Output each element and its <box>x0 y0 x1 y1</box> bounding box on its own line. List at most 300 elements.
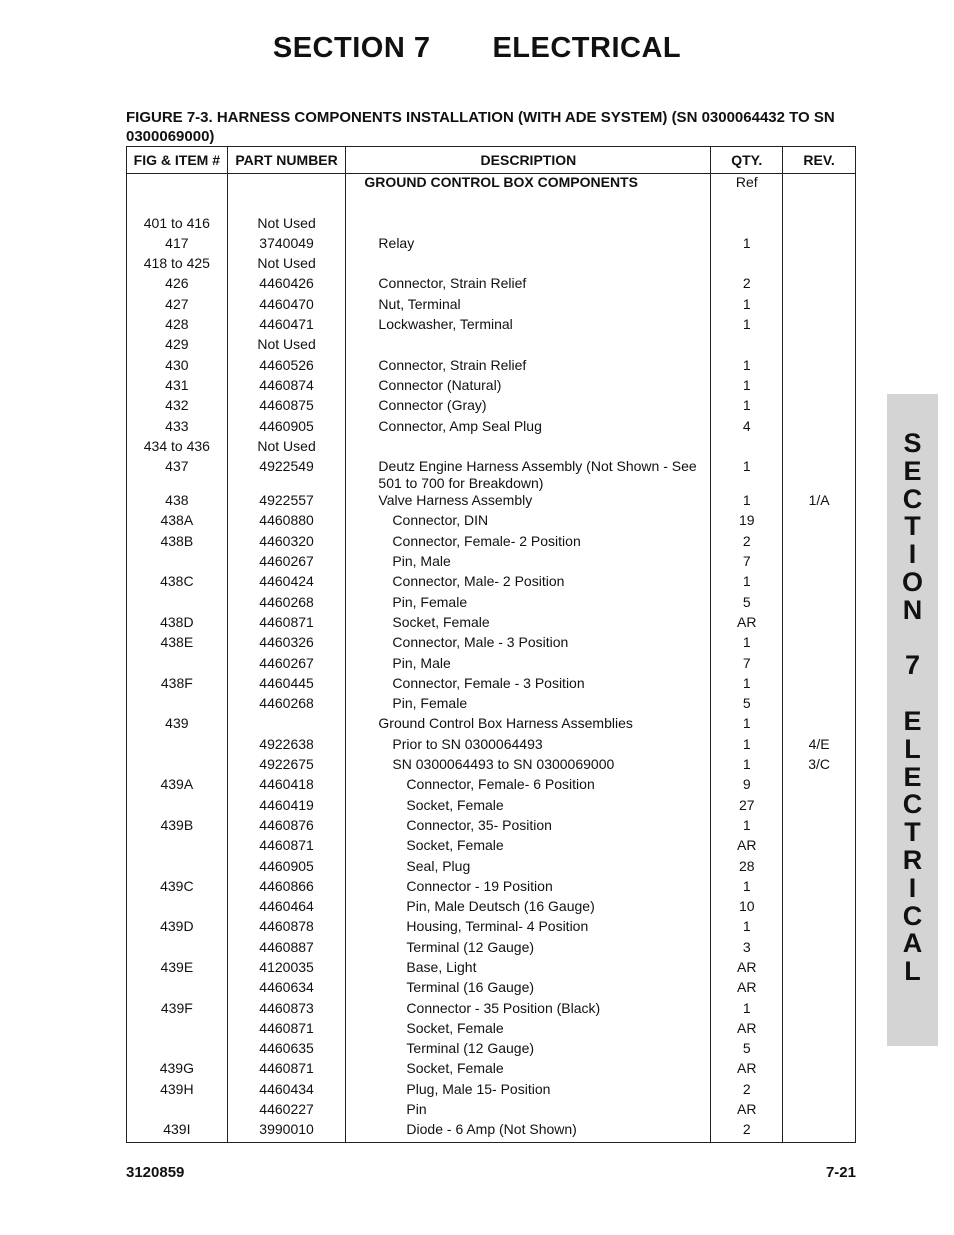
description-cell <box>346 194 711 214</box>
part-number-cell: 4922557 <box>227 492 346 512</box>
quantity-cell: 5 <box>711 594 783 614</box>
part-number-cell: 4922549 <box>227 458 346 492</box>
fig-item-cell: 429 <box>127 336 228 356</box>
description-text: Connector, Female- 6 Position <box>406 776 595 793</box>
fig-item-cell: 439 <box>127 715 228 735</box>
revision-cell <box>783 553 856 573</box>
fig-item-cell <box>127 736 228 756</box>
fig-item-cell: 438 <box>127 492 228 512</box>
description-cell <box>346 1040 711 1060</box>
table-row <box>127 438 856 458</box>
fig-item-cell: 439H <box>127 1081 228 1101</box>
description-cell <box>346 594 711 614</box>
quantity-cell: 1 <box>711 573 783 593</box>
fig-item-cell: 438C <box>127 573 228 593</box>
description-cell <box>346 255 711 275</box>
part-number-cell: 4460470 <box>227 296 346 316</box>
description-cell <box>346 756 711 776</box>
quantity-cell: 5 <box>711 1040 783 1060</box>
revision-cell <box>783 634 856 654</box>
revision-cell <box>783 194 856 214</box>
fig-item-cell <box>127 1040 228 1060</box>
revision-cell <box>783 418 856 438</box>
table-row <box>127 1020 856 1040</box>
description-cell <box>346 1081 711 1101</box>
description-cell <box>346 837 711 857</box>
part-number-cell: 4460267 <box>227 655 346 675</box>
fig-item-cell: 438F <box>127 675 228 695</box>
description-text: Housing, Terminal- 4 Position <box>406 918 589 935</box>
fig-item-cell <box>127 194 228 214</box>
table-row <box>127 979 856 999</box>
quantity-cell: 28 <box>711 858 783 878</box>
quantity-cell: 1 <box>711 756 783 776</box>
part-number-cell: 4460268 <box>227 594 346 614</box>
quantity-cell: 1 <box>711 817 783 837</box>
description-text: Socket, Female <box>406 796 504 813</box>
quantity-cell: 1 <box>711 296 783 316</box>
description-cell <box>346 817 711 837</box>
quantity-cell <box>711 215 783 235</box>
quantity-cell: Ref <box>711 174 783 195</box>
table-row <box>127 736 856 756</box>
side-tab-letters <box>887 430 938 986</box>
description-text: Pin, Female <box>392 593 468 610</box>
part-number-cell: 4460526 <box>227 357 346 377</box>
side-tab-letter: L <box>904 956 921 987</box>
part-number-cell: 3990010 <box>227 1121 346 1142</box>
fig-item-cell: 439G <box>127 1060 228 1080</box>
table-row <box>127 1121 856 1142</box>
quantity-cell: 2 <box>711 275 783 295</box>
revision-cell: 3/C <box>783 756 856 776</box>
quantity-cell: 27 <box>711 797 783 817</box>
column-header-fig: FIG & ITEM # <box>127 147 228 174</box>
fig-item-cell <box>127 553 228 573</box>
description-cell <box>346 939 711 959</box>
table-row <box>127 614 856 634</box>
part-number-cell: 4460434 <box>227 1081 346 1101</box>
quantity-cell: 1 <box>711 736 783 756</box>
fig-item-cell <box>127 898 228 918</box>
part-number-cell: Not Used <box>227 215 346 235</box>
description-cell <box>346 1060 711 1080</box>
description-text: Prior to SN 0300064493 <box>392 735 543 752</box>
document-number: 3120859 <box>126 1164 185 1181</box>
table-row <box>127 357 856 377</box>
fig-item-cell: 439A <box>127 776 228 796</box>
table-row <box>127 336 856 356</box>
revision-cell <box>783 918 856 938</box>
figure-title: FIGURE 7-3. HARNESS COMPONENTS INSTALLATION (WITH ADE SYSTEM) (SN 0300064432 TO SN 0300069000) <box>126 109 835 145</box>
table-row <box>127 715 856 735</box>
side-tab-letter: E <box>903 455 922 486</box>
part-number-cell: 4922638 <box>227 736 346 756</box>
revision-cell <box>783 573 856 593</box>
description-text: Valve Harness Assembly <box>378 492 533 509</box>
fig-item-cell <box>127 1020 228 1040</box>
description-text: Connector - 35 Position (Black) <box>406 999 601 1016</box>
description-cell <box>346 634 711 654</box>
table-row <box>127 594 856 614</box>
description-text: SN 0300064493 to SN 0300069000 <box>392 756 615 773</box>
part-number-cell: 4460876 <box>227 817 346 837</box>
quantity-cell: 7 <box>711 655 783 675</box>
section-header <box>0 32 954 65</box>
table-row <box>127 512 856 532</box>
quantity-cell <box>711 336 783 356</box>
side-tab-letter: I <box>908 872 917 903</box>
side-tab-letter: E <box>903 705 922 736</box>
quantity-cell: 1 <box>711 458 783 492</box>
part-number-cell: 4460871 <box>227 1060 346 1080</box>
revision-cell <box>783 336 856 356</box>
revision-cell <box>783 817 856 837</box>
part-number-cell: 4460326 <box>227 634 346 654</box>
description-cell <box>346 776 711 796</box>
description-cell <box>346 458 711 492</box>
quantity-cell: AR <box>711 1060 783 1080</box>
description-text: Socket, Female <box>406 1019 504 1036</box>
side-tab-letter: C <box>902 483 923 514</box>
description-text: Pin <box>406 1101 427 1118</box>
description-text: Connector, 35- Position <box>406 816 552 833</box>
description-text: Socket, Female <box>392 613 490 630</box>
table-row <box>127 675 856 695</box>
part-number-cell: 4460871 <box>227 1020 346 1040</box>
revision-cell <box>783 1020 856 1040</box>
description-cell <box>346 898 711 918</box>
revision-cell <box>783 715 856 735</box>
revision-cell <box>783 797 856 817</box>
part-number-cell: 4460320 <box>227 533 346 553</box>
fig-item-cell: 418 to 425 <box>127 255 228 275</box>
table-row <box>127 1081 856 1101</box>
table-row <box>127 837 856 857</box>
description-text: Connector - 19 Position <box>406 877 553 894</box>
quantity-cell <box>711 255 783 275</box>
table-row <box>127 235 856 255</box>
table-row <box>127 898 856 918</box>
description-cell <box>346 1020 711 1040</box>
description-cell <box>346 296 711 316</box>
revision-cell <box>783 858 856 878</box>
description-text: Pin, Female <box>392 695 468 712</box>
part-number-cell <box>227 194 346 214</box>
description-cell <box>346 357 711 377</box>
description-cell <box>346 336 711 356</box>
table-row <box>127 377 856 397</box>
quantity-cell: 1 <box>711 634 783 654</box>
fig-item-cell <box>127 695 228 715</box>
description-text: Plug, Male 15- Position <box>406 1080 551 1097</box>
quantity-cell: 10 <box>711 898 783 918</box>
table-row <box>127 492 856 512</box>
table-row <box>127 316 856 336</box>
table-row <box>127 1101 856 1121</box>
side-tab-letter: E <box>903 761 922 792</box>
fig-item-cell <box>127 655 228 675</box>
part-number-cell <box>227 715 346 735</box>
table-row <box>127 776 856 796</box>
fig-item-cell: 438A <box>127 512 228 532</box>
revision-cell <box>783 296 856 316</box>
section-number: SECTION 7 <box>272 32 431 64</box>
side-tab-letter: T <box>904 817 921 848</box>
part-number-cell: 4460887 <box>227 939 346 959</box>
section-title: ELECTRICAL <box>492 32 682 64</box>
fig-item-cell <box>127 858 228 878</box>
side-tab-letter: N <box>902 594 923 625</box>
description-text: Connector, Strain Relief <box>378 356 527 373</box>
quantity-cell <box>711 194 783 214</box>
revision-cell <box>783 939 856 959</box>
fig-item-cell: 427 <box>127 296 228 316</box>
fig-item-cell: 428 <box>127 316 228 336</box>
table-row <box>127 959 856 979</box>
description-text: Connector, Female- 2 Position <box>392 532 581 549</box>
quantity-cell: 1 <box>711 878 783 898</box>
table-row <box>127 573 856 593</box>
part-number-cell: 4460464 <box>227 898 346 918</box>
description-text: Relay <box>378 234 415 251</box>
revision-cell <box>783 1060 856 1080</box>
fig-item-cell: 426 <box>127 275 228 295</box>
part-number-cell: 4460874 <box>227 377 346 397</box>
revision-cell <box>783 776 856 796</box>
description-text: Pin, Male Deutsch (16 Gauge) <box>406 898 595 915</box>
page-number: 7-21 <box>825 1164 856 1181</box>
quantity-cell: AR <box>711 614 783 634</box>
description-cell <box>346 655 711 675</box>
quantity-cell: AR <box>711 837 783 857</box>
part-number-cell: 4460445 <box>227 675 346 695</box>
revision-cell <box>783 174 856 195</box>
revision-cell <box>783 979 856 999</box>
description-text: Terminal (12 Gauge) <box>406 1040 535 1057</box>
description-cell <box>346 215 711 235</box>
fig-item-cell: 401 to 416 <box>127 215 228 235</box>
revision-cell <box>783 655 856 675</box>
fig-item-cell: 439I <box>127 1121 228 1142</box>
description-cell <box>346 1121 711 1142</box>
description-cell <box>346 1000 711 1020</box>
description-text: Seal, Plug <box>406 857 471 874</box>
quantity-cell: 1 <box>711 397 783 417</box>
description-text: Connector, Female - 3 Position <box>392 674 585 691</box>
description-text: Connector, Male - 3 Position <box>392 634 569 651</box>
description-cell <box>346 736 711 756</box>
table-row <box>127 695 856 715</box>
fig-item-cell: 439B <box>127 817 228 837</box>
table-row <box>127 634 856 654</box>
revision-cell <box>783 1121 856 1142</box>
description-cell <box>346 316 711 336</box>
description-cell <box>346 614 711 634</box>
revision-cell <box>783 1040 856 1060</box>
part-number-cell: 4460905 <box>227 858 346 878</box>
part-number-cell: 4120035 <box>227 959 346 979</box>
table-row <box>127 797 856 817</box>
revision-cell: 4/E <box>783 736 856 756</box>
description-text: Connector, DIN <box>392 512 489 529</box>
table-row <box>127 756 856 776</box>
fig-item-cell <box>127 756 228 776</box>
revision-cell <box>783 512 856 532</box>
table-row <box>127 458 856 492</box>
fig-item-cell <box>127 939 228 959</box>
description-text: Terminal (16 Gauge) <box>406 979 535 996</box>
quantity-cell: AR <box>711 1101 783 1121</box>
quantity-cell: 1 <box>711 675 783 695</box>
revision-cell <box>783 1000 856 1020</box>
quantity-cell: 9 <box>711 776 783 796</box>
side-tab-letter: I <box>908 539 917 570</box>
table-row <box>127 215 856 235</box>
column-header-part: PART NUMBER <box>227 147 346 174</box>
description-cell <box>346 512 711 532</box>
fig-item-cell <box>127 797 228 817</box>
fig-item-cell: 439C <box>127 878 228 898</box>
description-cell <box>346 438 711 458</box>
description-text: Pin, Male <box>392 654 451 671</box>
part-number-cell: 4460905 <box>227 418 346 438</box>
fig-item-cell: 417 <box>127 235 228 255</box>
part-number-cell: 4460419 <box>227 797 346 817</box>
table-row <box>127 939 856 959</box>
description-cell <box>346 878 711 898</box>
side-tab-letter <box>887 680 938 708</box>
side-tab-letter: S <box>903 428 922 458</box>
column-header-rev: REV. <box>783 147 856 174</box>
revision-cell <box>783 255 856 275</box>
quantity-cell: 1 <box>711 492 783 512</box>
quantity-cell: 4 <box>711 418 783 438</box>
revision-cell <box>783 438 856 458</box>
description-cell <box>346 858 711 878</box>
revision-cell <box>783 533 856 553</box>
description-text: Terminal (12 Gauge) <box>406 938 535 955</box>
table-group-row <box>127 174 856 195</box>
side-tab-letter: 7 <box>904 650 921 681</box>
table-row <box>127 255 856 275</box>
description-text: Deutz Engine Harness Assembly (Not Shown - See 501 to 700 for Breakdown) <box>378 458 697 492</box>
revision-cell <box>783 837 856 857</box>
description-text: Socket, Female <box>406 837 504 854</box>
side-tab-letter: C <box>902 789 923 820</box>
description-text: Ground Control Box Harness Assemblies <box>378 715 633 732</box>
quantity-cell <box>711 438 783 458</box>
description-cell <box>346 275 711 295</box>
part-number-cell: 4460875 <box>227 397 346 417</box>
fig-item-cell: 433 <box>127 418 228 438</box>
description-cell <box>346 695 711 715</box>
parts-table <box>126 146 856 1143</box>
fig-item-cell: 430 <box>127 357 228 377</box>
revision-cell <box>783 235 856 255</box>
part-number-cell: Not Used <box>227 438 346 458</box>
quantity-cell: 19 <box>711 512 783 532</box>
fig-item-cell <box>127 1101 228 1121</box>
description-cell <box>346 1101 711 1121</box>
description-text: Socket, Female <box>406 1060 504 1077</box>
table-row <box>127 533 856 553</box>
revision-cell <box>783 1081 856 1101</box>
quantity-cell: AR <box>711 979 783 999</box>
revision-cell <box>783 215 856 235</box>
revision-cell <box>783 397 856 417</box>
fig-item-cell: 439D <box>127 918 228 938</box>
side-tab-letter: A <box>902 928 923 959</box>
part-number-cell: 4460871 <box>227 837 346 857</box>
description-cell <box>346 573 711 593</box>
fig-item-cell: 439E <box>127 959 228 979</box>
revision-cell <box>783 377 856 397</box>
table-row <box>127 397 856 417</box>
column-header-qty: QTY. <box>711 147 783 174</box>
part-number-cell: 4460871 <box>227 614 346 634</box>
fig-item-cell <box>127 594 228 614</box>
description-cell <box>346 675 711 695</box>
fig-item-cell: 438B <box>127 533 228 553</box>
table-row <box>127 275 856 295</box>
description-text: Base, Light <box>406 958 477 975</box>
table-row <box>127 296 856 316</box>
quantity-cell: AR <box>711 959 783 979</box>
description-cell <box>346 377 711 397</box>
part-number-cell: 4460873 <box>227 1000 346 1020</box>
part-number-cell: 4922675 <box>227 756 346 776</box>
description-text: Connector, Amp Seal Plug <box>378 417 542 434</box>
revision-cell <box>783 614 856 634</box>
table-row <box>127 878 856 898</box>
part-number-cell: 4460268 <box>227 695 346 715</box>
description-cell <box>346 715 711 735</box>
table-row <box>127 194 856 214</box>
revision-cell <box>783 898 856 918</box>
part-number-cell: Not Used <box>227 255 346 275</box>
quantity-cell: 1 <box>711 316 783 336</box>
table-row <box>127 918 856 938</box>
quantity-cell: 1 <box>711 357 783 377</box>
part-number-cell: 3740049 <box>227 235 346 255</box>
description-text: Lockwasher, Terminal <box>378 316 513 333</box>
revision-cell <box>783 275 856 295</box>
description-text: Connector (Gray) <box>378 397 487 414</box>
fig-item-cell <box>127 979 228 999</box>
quantity-cell: 2 <box>711 1121 783 1142</box>
table-row <box>127 1040 856 1060</box>
description-text: Pin, Male <box>392 553 451 570</box>
side-tab-letter: O <box>901 566 923 597</box>
quantity-cell: 1 <box>711 715 783 735</box>
fig-item-cell <box>127 837 228 857</box>
part-number-cell <box>227 174 346 195</box>
quantity-cell: 1 <box>711 377 783 397</box>
quantity-cell: 1 <box>711 918 783 938</box>
part-number-cell: Not Used <box>227 336 346 356</box>
quantity-cell: 7 <box>711 553 783 573</box>
side-tab-letter: C <box>902 900 923 931</box>
description-text: Connector, Male- 2 Position <box>392 573 565 590</box>
part-number-cell: 4460267 <box>227 553 346 573</box>
description-cell <box>346 979 711 999</box>
parts-table-body <box>127 174 856 1143</box>
part-number-cell: 4460880 <box>227 512 346 532</box>
description-cell <box>346 959 711 979</box>
side-tab-letter: T <box>904 511 921 542</box>
part-number-cell: 4460635 <box>227 1040 346 1060</box>
